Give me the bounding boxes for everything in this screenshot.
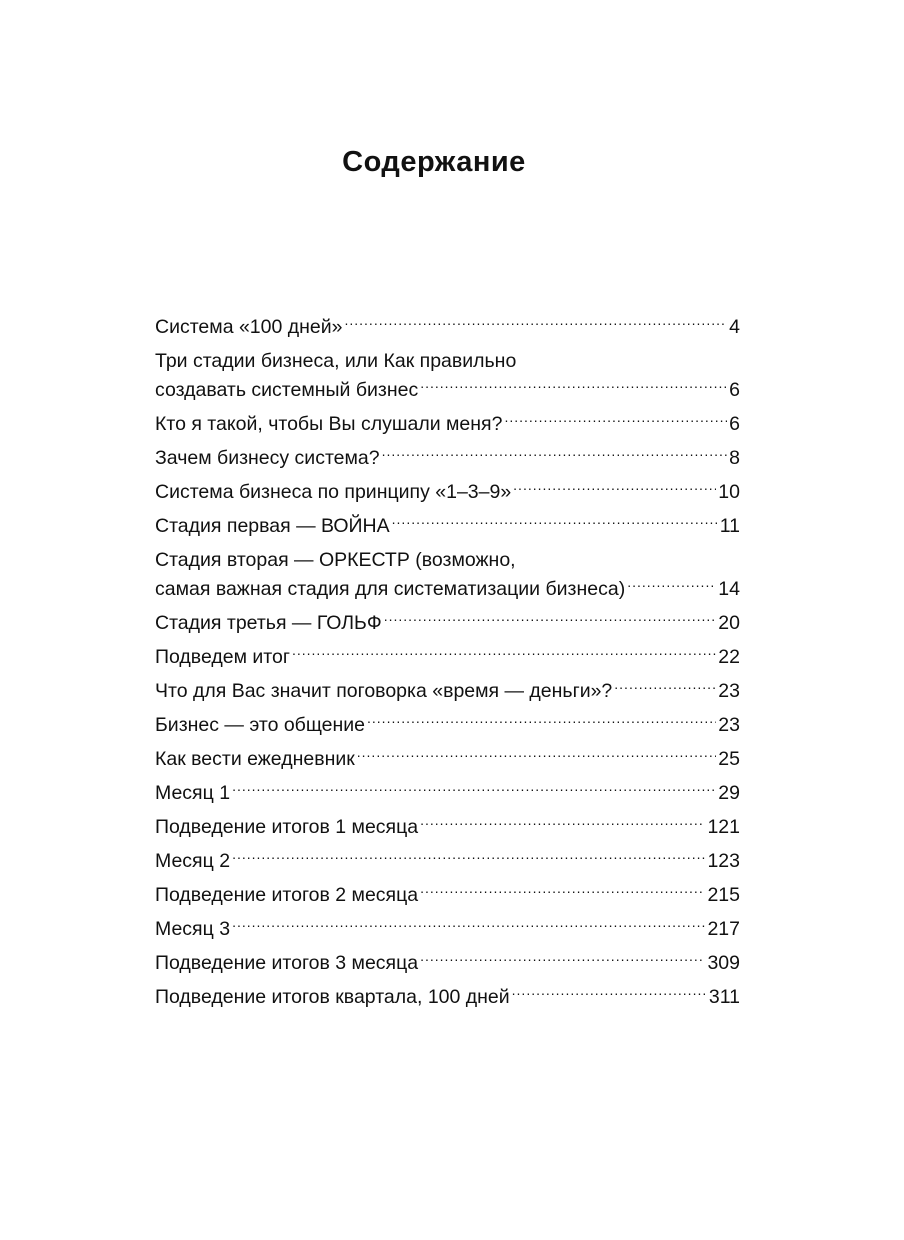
toc-entry-line bbox=[155, 347, 740, 376]
dot-leader bbox=[513, 479, 716, 499]
toc-entry[interactable] bbox=[155, 347, 740, 405]
toc-page-number: 311 bbox=[708, 986, 740, 1008]
toc-page-number: 6 bbox=[729, 379, 740, 401]
toc-page-number: 29 bbox=[718, 782, 740, 804]
toc-entry[interactable] bbox=[155, 915, 740, 944]
dot-leader bbox=[357, 746, 717, 766]
toc-entry[interactable] bbox=[155, 711, 740, 740]
toc-entry[interactable] bbox=[155, 677, 740, 706]
toc-entry-line bbox=[155, 546, 740, 575]
dot-leader bbox=[382, 445, 728, 465]
toc-entry[interactable] bbox=[155, 881, 740, 910]
toc-entry-line bbox=[155, 711, 740, 740]
dot-leader bbox=[392, 513, 718, 533]
toc-page-number: 217 bbox=[707, 918, 740, 940]
toc-entry[interactable] bbox=[155, 478, 740, 507]
toc-page-number: 309 bbox=[707, 952, 740, 974]
toc-entry-line bbox=[155, 983, 740, 1012]
dot-leader bbox=[512, 984, 707, 1004]
dot-leader bbox=[614, 678, 716, 698]
toc-entry-title: Месяц 3 bbox=[155, 918, 231, 940]
toc-page-number: 11 bbox=[719, 515, 740, 537]
toc-page-number: 23 bbox=[718, 680, 740, 702]
toc-entry-title: создавать системный бизнес bbox=[155, 379, 419, 401]
toc-entry-title: Месяц 2 bbox=[155, 850, 231, 872]
dot-leader bbox=[232, 848, 705, 868]
toc-entry[interactable] bbox=[155, 313, 740, 342]
page-title: Содержание bbox=[342, 146, 526, 178]
toc-entry-line bbox=[155, 512, 740, 541]
dot-leader bbox=[420, 950, 705, 970]
toc-entry[interactable] bbox=[155, 609, 740, 638]
toc-entry-title: Три стадии бизнеса, или Как правильно bbox=[155, 350, 517, 372]
toc-entry-title: Что для Вас значит поговорка «время — деньги»? bbox=[155, 680, 613, 702]
toc-page-number: 14 bbox=[718, 578, 740, 600]
toc-entry-title: Подведение итогов квартала, 100 дней bbox=[155, 986, 510, 1008]
toc-entry-title: Как вести ежедневник bbox=[155, 748, 355, 770]
toc-page-number: 23 bbox=[718, 714, 740, 736]
toc-entry[interactable] bbox=[155, 410, 740, 439]
toc-page-number: 20 bbox=[718, 612, 740, 634]
table-of-contents bbox=[155, 313, 740, 1017]
dot-leader bbox=[232, 916, 705, 936]
toc-entry-title: Система бизнеса по принципу «1–3–9» bbox=[155, 481, 512, 503]
toc-page-number: 4 bbox=[729, 316, 740, 338]
toc-entry-line bbox=[155, 677, 740, 706]
toc-entry[interactable] bbox=[155, 779, 740, 808]
toc-page-number: 6 bbox=[729, 413, 740, 435]
toc-entry-line bbox=[155, 313, 740, 342]
toc-entry-title: Стадия вторая — ОРКЕСТР (возможно, bbox=[155, 549, 516, 571]
toc-entry-line bbox=[155, 410, 740, 439]
toc-entry-line bbox=[155, 915, 740, 944]
dot-leader bbox=[344, 314, 727, 334]
toc-entry-title: Подведем итог bbox=[155, 646, 290, 668]
toc-entry-line bbox=[155, 949, 740, 978]
toc-entry-title: Кто я такой, чтобы Вы слушали меня? bbox=[155, 413, 503, 435]
dot-leader bbox=[232, 780, 716, 800]
dot-leader bbox=[420, 377, 727, 397]
toc-entry-line bbox=[155, 643, 740, 672]
toc-entry[interactable] bbox=[155, 444, 740, 473]
toc-entry-title: Стадия первая — ВОЙНА bbox=[155, 515, 390, 537]
toc-entry-title: Стадия третья — ГОЛЬФ bbox=[155, 612, 382, 634]
dot-leader bbox=[292, 644, 716, 664]
dot-leader bbox=[384, 610, 717, 630]
toc-entry[interactable] bbox=[155, 745, 740, 774]
toc-entry-line bbox=[155, 376, 740, 405]
toc-entry-title: Бизнес — это общение bbox=[155, 714, 366, 736]
toc-entry-line bbox=[155, 609, 740, 638]
toc-entry-line bbox=[155, 881, 740, 910]
toc-entry-line bbox=[155, 478, 740, 507]
toc-page-number: 8 bbox=[729, 447, 740, 469]
toc-entry-line bbox=[155, 444, 740, 473]
toc-entry-line bbox=[155, 575, 740, 604]
toc-entry[interactable] bbox=[155, 813, 740, 842]
dot-leader bbox=[504, 411, 727, 431]
dot-leader bbox=[420, 882, 705, 902]
toc-entry-title: Месяц 1 bbox=[155, 782, 231, 804]
toc-entry-title: самая важная стадия для систематизации бизнеса) bbox=[155, 578, 626, 600]
toc-entry-title: Подведение итогов 2 месяца bbox=[155, 884, 419, 906]
dot-leader bbox=[627, 576, 716, 596]
toc-entry[interactable] bbox=[155, 643, 740, 672]
toc-entry-title: Подведение итогов 3 месяца bbox=[155, 952, 419, 974]
toc-entry-line bbox=[155, 779, 740, 808]
dot-leader bbox=[420, 814, 705, 834]
toc-entry-line bbox=[155, 847, 740, 876]
toc-entry-title: Подведение итогов 1 месяца bbox=[155, 816, 419, 838]
toc-entry-line bbox=[155, 745, 740, 774]
toc-entry[interactable] bbox=[155, 847, 740, 876]
toc-entry-title: Зачем бизнесу система? bbox=[155, 447, 380, 469]
toc-page-number: 123 bbox=[707, 850, 740, 872]
toc-page-number: 25 bbox=[718, 748, 740, 770]
toc-entry[interactable] bbox=[155, 546, 740, 604]
toc-entry-title: Система «100 дней» bbox=[155, 316, 343, 338]
toc-entry[interactable] bbox=[155, 949, 740, 978]
toc-page-number: 121 bbox=[707, 816, 740, 838]
toc-entry[interactable] bbox=[155, 983, 740, 1012]
toc-entry-line bbox=[155, 813, 740, 842]
toc-page-number: 215 bbox=[707, 884, 740, 906]
toc-page-number: 10 bbox=[718, 481, 740, 503]
dot-leader bbox=[367, 712, 716, 732]
toc-page-number: 22 bbox=[718, 646, 740, 668]
toc-entry[interactable] bbox=[155, 512, 740, 541]
